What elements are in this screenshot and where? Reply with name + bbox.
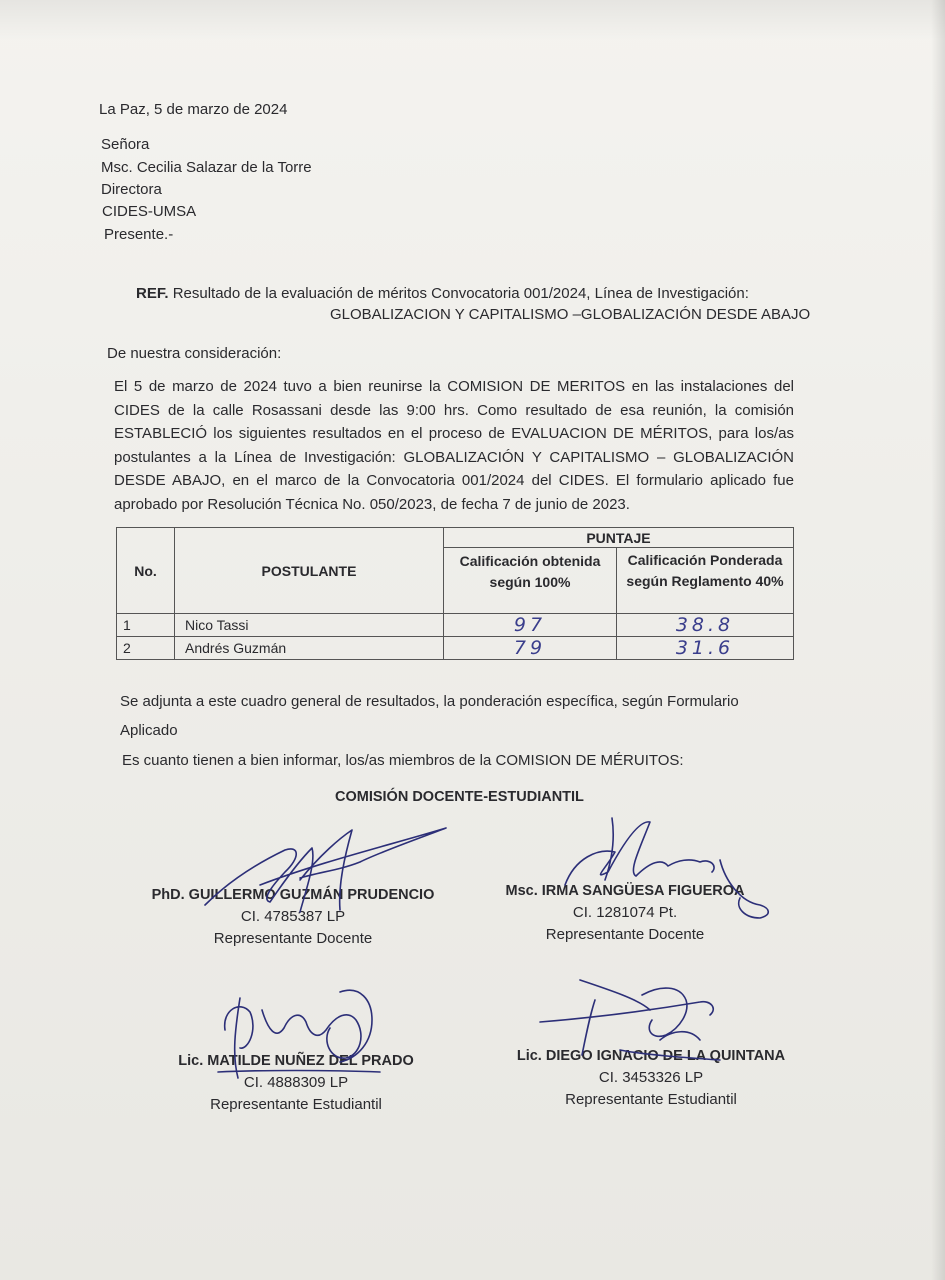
signatory-role: Representante Estudiantil [210,1096,382,1113]
header-calif-40: Calificación Ponderada según Reglamento 40% [617,548,794,614]
closing-text: Es cuanto tienen a bien informar, los/as miembros de la COMISION DE MÉRUITOS: [122,752,684,769]
row-score-40: 31.6 [617,637,794,660]
signatory-ci: CI. 4785387 LP [240,908,346,925]
recipient-institution: CIDES-UMSA [102,203,197,220]
body-paragraph [114,375,794,516]
recipient-salutation: Señora [101,136,150,153]
paper-shadow-edge [931,0,945,1280]
header-no: No. [117,528,175,614]
row-score-100: 79 [444,637,617,660]
table-row [117,614,794,637]
body-line: aprobado por Resolución Técnica No. 050/2023, de fecha 7 de junio de 2023. [114,495,630,513]
place-date: La Paz, 5 de marzo de 2024 [99,101,288,118]
signatory-role: Representante Docente [545,926,705,943]
ref-label: REF. [136,285,169,302]
row-no: 2 [117,637,175,660]
signature-block [172,1050,420,1116]
recipient-role: Directora [101,181,162,198]
signatory-role: Representante Docente [213,930,373,947]
row-name: Andrés Guzmán [175,637,444,660]
recipient-presente: Presente.- [104,226,174,243]
row-no: 1 [117,614,175,637]
signatory-name: Lic. MATILDE NUÑEZ DEL PRADO [178,1053,414,1069]
table-row [117,637,794,660]
greeting: De nuestra consideración: [107,345,282,362]
body-line: DESDE ABAJO, en el marco de la Convocatoria 001/2024 del CIDES. El formulario aplicado fue [114,472,794,489]
signatory-role: Representante Estudiantil [565,1091,737,1108]
body-line: CIDES de la calle Rosassani desde las 9:00 hrs. Como resultado de esa reunión, la comisión [114,401,794,419]
paper-shadow-top [0,0,945,40]
row-score-40: 38.8 [617,614,794,637]
signatory-ci: CI. 3453326 LP [598,1069,704,1086]
recipient-name: Msc. Cecilia Salazar de la Torre [101,159,312,176]
header-puntaje: PUNTAJE [444,528,794,548]
ref-line-2: GLOBALIZACION Y CAPITALISMO –GLOBALIZACIÓN DESDE ABAJO [330,306,811,323]
commission-title: COMISIÓN DOCENTE-ESTUDIANTIL [335,789,584,805]
header-calif-100: Calificación obtenida según 100% [444,548,617,614]
ref-line-1 [136,285,749,303]
signature-block [505,880,745,946]
row-name: Nico Tassi [175,614,444,637]
ref-text-1: Resultado de la evaluación de méritos Convocatoria 001/2024, Línea de Investigación: [172,285,749,302]
signatory-name: PhD. GUILLERMO GUZMÁN PRUDENCIO [151,887,435,903]
signature-block [148,884,438,950]
attach-text-2: Aplicado [120,722,178,739]
signature-block [515,1045,787,1111]
results-table [116,527,794,660]
header-postulante: POSTULANTE [175,528,444,614]
signatory-name: Msc. IRMA SANGÜESA FIGUEROA [505,883,745,899]
body-line: postulantes a la Línea de Investigación: GLOBALIZACIÓN Y CAPITALISMO – GLOBALIZACIÓN [114,448,794,466]
body-line: El 5 de marzo de 2024 tuvo a bien reunirse la COMISION DE MERITOS en las instalaciones del [114,378,794,395]
body-line: ESTABLECIÓ los siguientes resultados en el proceso de EVALUACION DE MÉRITOS, para los/as [114,425,794,442]
row-score-100: 97 [444,614,617,637]
signatory-name: Lic. DIEGO IGNACIO DE LA QUINTANA [516,1048,786,1064]
signatory-ci: CI. 4888309 LP [243,1074,349,1091]
attach-text: Se adjunta a este cuadro general de resultados, la ponderación específica, según Formulario [120,693,739,710]
signatory-ci: CI. 1281074 Pt. [572,904,678,921]
